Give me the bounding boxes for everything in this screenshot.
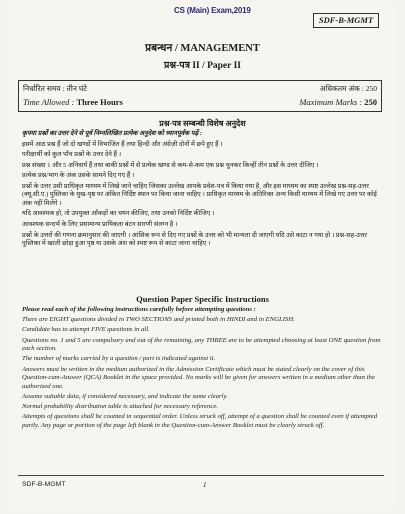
subject-title: प्रबन्धन / MANAGEMENT [145,43,260,54]
english-line: Answers must be written in the medium authorized in the Admission Certificate which must be stated clearly on the cover of this Question-cum-Answer (QCA) Booklet in the space provided. No marks will be given for answers written in a medium other than the authorized one. [22,365,375,390]
hindi-instructions [22,130,382,251]
time-marks-box [18,80,382,112]
english-line: Assume suitable data, if considered necessary, and indicate the same clearly. [22,392,228,400]
english-line: Candidate has to attempt FIVE questions in all. [22,326,150,334]
hindi-line: आवश्यक सन्दर्भ के लिए प्रसामान्य प्रायिकता बंटन सारणी संलग्न है । [22,220,178,228]
hindi-line: यदि आवश्यक हो, तो उपयुक्त आँकड़ों का चयन कीजिए, तथा उनको निर्दिष्ट कीजिए । [22,210,215,218]
hindi-line: प्रश्नों के उत्तरों की गणना क्रमानुसार की जाएगी । आंशिक रूप से दिए गए प्रश्नों के उत्तर को भी मान्यता दी जाएगी यदि उसे काटा न गया हो । प्रश्न-सह-उत्तर पुस्तिका में खाली छोड़ा हुआ पृष्ठ या उसके अंश को स्पष्ट रूप से काटा जाना चाहिए । [22,231,367,247]
hindi-line: प्रत्येक प्रश्न/भाग के अंक उसके सामने दिए गए हैं । [22,172,135,180]
footer-paper-code: SDF-B-MGMT [22,481,66,488]
paper-title: प्रश्न-पत्र II / Paper II [164,61,241,71]
english-intro: Please read each of the following instructions carefully before attempting questions : [22,306,256,313]
time-english [23,97,123,107]
page-number: 1 [203,481,207,489]
hindi-line: कृपया प्रश्नों का उत्तर देने से पूर्व निम्नलिखित प्रत्येक अनुदेश को ध्यानपूर्वक पढ़ें : [22,130,203,137]
english-instructions [22,306,382,432]
hindi-line: परीक्षार्थी को कुल पाँच प्रश्नों के उत्तर देने हैं । [22,151,122,159]
marks-hindi: अधिकतम अंक : 250 [319,84,377,93]
exam-stamp: CS (Main) Exam,2019 [174,6,251,15]
paper-code-box: SDF-B-MGMT [313,13,379,28]
hindi-line: प्रश्नों के उत्तर उसी प्राधिकृत माध्यम में लिखे जाने चाहिए जिसका उल्लेख आपके प्रवेश-पत्र में किया गया है, और इस माध्यम का स्पष्ट उल्लेख प्रश्न-सह-उत्तर (क्यू.सी.ए.) पुस्तिका के मुख-पृष्ठ पर अंकित निर्दिष्ट स्थान पर किया जाना चाहिए । प्राधिकृत माध्यम के अतिरिक्त अन्य किसी माध्यम में लिखे गए उत्तर पर कोई अंक नहीं मिलेंगे । [22,182,377,207]
time-label: Time Allowed : [23,97,75,107]
english-line: Attempts of questions shall be counted in sequential order. Unless struck off, attempt of a question shall be counted even if attempted partly. Any page or portion of the page left blank in the Question-cum-Answer Booklet must be clearly struck off. [22,413,378,429]
footer-rule [18,475,384,476]
marks-label: Maximum Marks : [299,97,363,107]
hindi-instructions-heading: प्रश्न-पत्र सम्बन्धी विशेष अनुदेश [159,119,246,128]
time-hindi: निर्धारित समय : तीन घंटे [23,84,88,93]
time-value: Three Hours [76,97,123,107]
marks-english [299,97,377,107]
hindi-line: प्रश्न संख्या 1 और 5 अनिवार्य हैं तथा बाकी प्रश्नों में से प्रत्येक खण्ड से कम-से-कम एक प्रश्न चुनकर किन्हीं तीन प्रश्नों के उत्तर दीजिए । [22,161,319,169]
english-instructions-heading: Question Paper Specific Instructions [136,294,269,304]
english-line: Normal probability distribution table is attached for necessary reference. [22,403,218,411]
english-line: There are EIGHT questions divided in TWO SECTIONS and printed both in HINDI and in ENGLISH. [22,316,295,324]
hindi-line: इसमें आठ प्रश्न हैं जो दो खण्डों में विभाजित हैं तथा हिन्दी और अंग्रेज़ी दोनों में छपे हुए हैं । [22,140,223,148]
english-line: Questions no. 1 and 5 are compulsory and out of the remaining, any THREE are to be attempted choosing at least ONE question from each section. [22,336,381,353]
english-line: The number of marks carried by a question / part is indicated against it. [22,355,216,363]
marks-value: 250 [364,97,377,107]
